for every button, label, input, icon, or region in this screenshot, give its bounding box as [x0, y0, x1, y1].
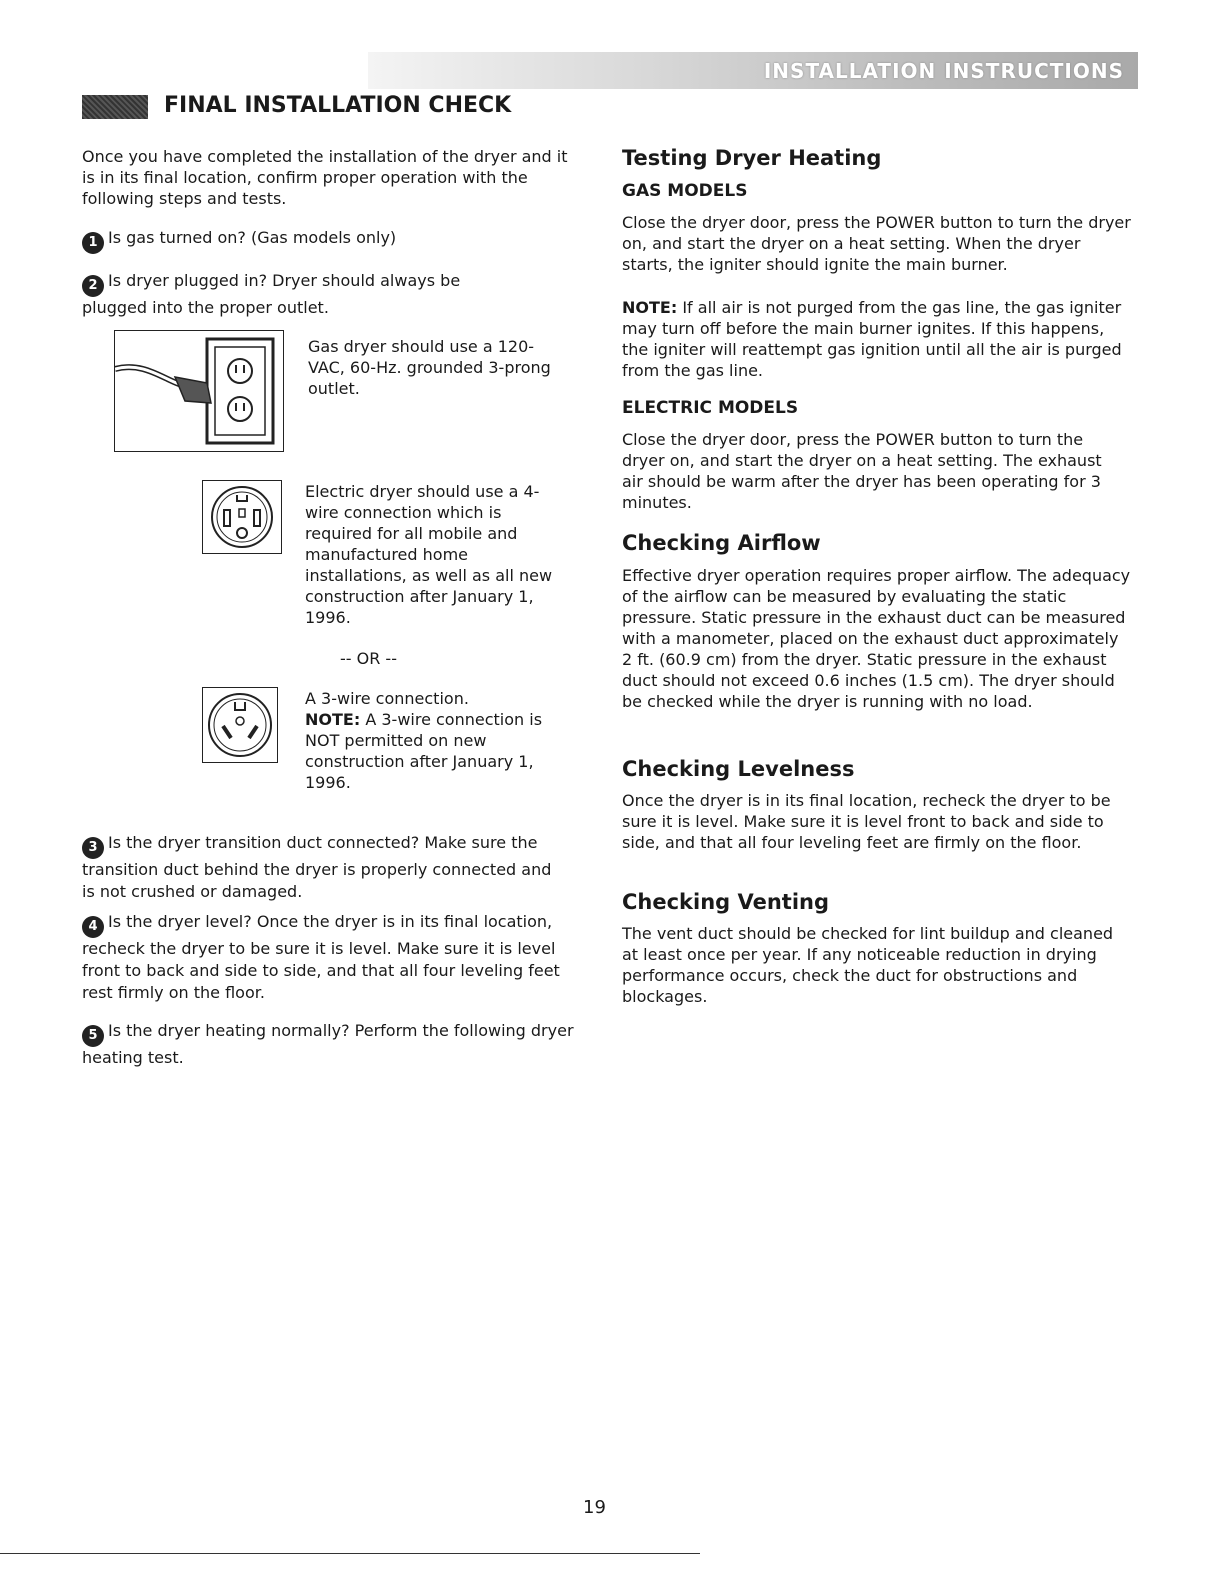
step-1-text: Is gas turned on? (Gas models only): [108, 228, 397, 247]
testing-heading: Testing Dryer Heating: [622, 146, 882, 170]
gas-note-text: If all air is not purged from the gas line, the gas igniter may turn off before the main burner ignites. If this happens, the igniter will reattempt gas ignition until all the air is purged from the gas line.: [622, 298, 1122, 380]
venting-heading: Checking Venting: [622, 890, 830, 914]
step-number-icon: 4: [82, 916, 104, 938]
electric-models-text: Close the dryer door, press the POWER button to turn the dryer on, and start the dryer on a heat setting. The exhaust air should be warm after the dryer has been operating for 3 minutes.: [622, 430, 1102, 512]
footer-rule: [0, 1553, 700, 1554]
gas-models-text: Close the dryer door, press the POWER button to turn the dryer on, and start the dryer on a heat setting. When the dryer starts, the igniter should ignite the main burner.: [622, 213, 1131, 274]
three-wire-note: [305, 709, 555, 793]
airflow-text: Effective dryer operation requires proper airflow. The adequacy of the airflow can be measured by evaluating the static pressure. Static pressure in the exhaust duct can be measured with a manometer, placed on the exhaust duct approximately 2 ft. (60.9 cm) from the dryer. Static pressure in the exhaust duct should not exceed 0.6 inches (1.5 cm). The dryer should be checked while the dryer is running with no load.: [622, 566, 1131, 711]
three-wire-block: [305, 688, 555, 793]
plug-outlet-icon: [115, 331, 283, 451]
grounded-outlet-figure: [114, 330, 284, 452]
gas-note-label: NOTE:: [622, 298, 678, 317]
or-separator: -- OR --: [340, 649, 397, 668]
section-title: FINAL INSTALLATION CHECK: [164, 93, 512, 118]
page-number: 19: [583, 1497, 606, 1518]
four-wire-receptacle-figure: [202, 480, 282, 554]
step-5-text: Is the dryer heating normally? Perform the following dryer heating test.: [82, 1021, 574, 1067]
step-5: [82, 1020, 577, 1069]
step-2-text: Is dryer plugged in? Dryer should always be plugged into the proper outlet.: [82, 271, 461, 317]
step-4-text: Is the dryer level? Once the dryer is in its final location, recheck the dryer to be sure it is level. Make sure it is level front to back and side to side, and that all four leveling feet rest firmly on the floor.: [82, 912, 560, 1002]
electric-models-heading: ELECTRIC MODELS: [622, 398, 799, 418]
banner-title: INSTALLATION INSTRUCTIONS: [763, 59, 1124, 83]
levelness-text: Once the dryer is in its final location, recheck the dryer to be sure it is level. Make sure it is level front to back and side to side, and that all four leveling feet are firmly on the floor.: [622, 791, 1111, 852]
section-marker: [82, 95, 148, 119]
three-wire-receptacle-figure: [202, 687, 278, 763]
header-banner: [368, 52, 1138, 89]
step-number-icon: 5: [82, 1025, 104, 1047]
three-wire-receptacle-icon: [203, 688, 277, 762]
electric-4wire-text: Electric dryer should use a 4-wire connection which is required for all mobile and manufactured home installations, as well as all new construction after January 1, 1996.: [305, 482, 553, 627]
three-wire-note-text: A 3-wire connection is NOT permitted on new construction after January 1, 1996.: [305, 710, 543, 792]
gas-outlet-text: Gas dryer should use a 120-VAC, 60-Hz. grounded 3-prong outlet.: [308, 337, 551, 398]
step-3: [82, 832, 562, 903]
step-number-icon: 1: [82, 232, 104, 254]
four-wire-receptacle-icon: [203, 481, 281, 553]
venting-text: The vent duct should be checked for lint buildup and cleaned at least once per year. If any noticeable reduction in drying performance occurs, check the duct for obstructions and blockages.: [622, 924, 1114, 1006]
step-1: [82, 227, 572, 254]
levelness-heading: Checking Levelness: [622, 757, 855, 781]
step-number-icon: 2: [82, 275, 104, 297]
step-4: [82, 911, 577, 1004]
three-wire-text: A 3-wire connection.: [305, 689, 469, 708]
airflow-heading: Checking Airflow: [622, 531, 821, 555]
gas-note: [622, 297, 1132, 381]
gas-models-heading: GAS MODELS: [622, 181, 748, 201]
step-2: [82, 270, 522, 319]
step-3-text: Is the dryer transition duct connected? Make sure the transition duct behind the dryer is properly connected and is not crushed or damaged.: [82, 833, 552, 901]
three-wire-note-label: NOTE:: [305, 710, 361, 729]
intro-text: Once you have completed the installation of the dryer and it is in its final location, confirm proper operation with the following steps and tests.: [82, 147, 568, 208]
step-number-icon: 3: [82, 837, 104, 859]
